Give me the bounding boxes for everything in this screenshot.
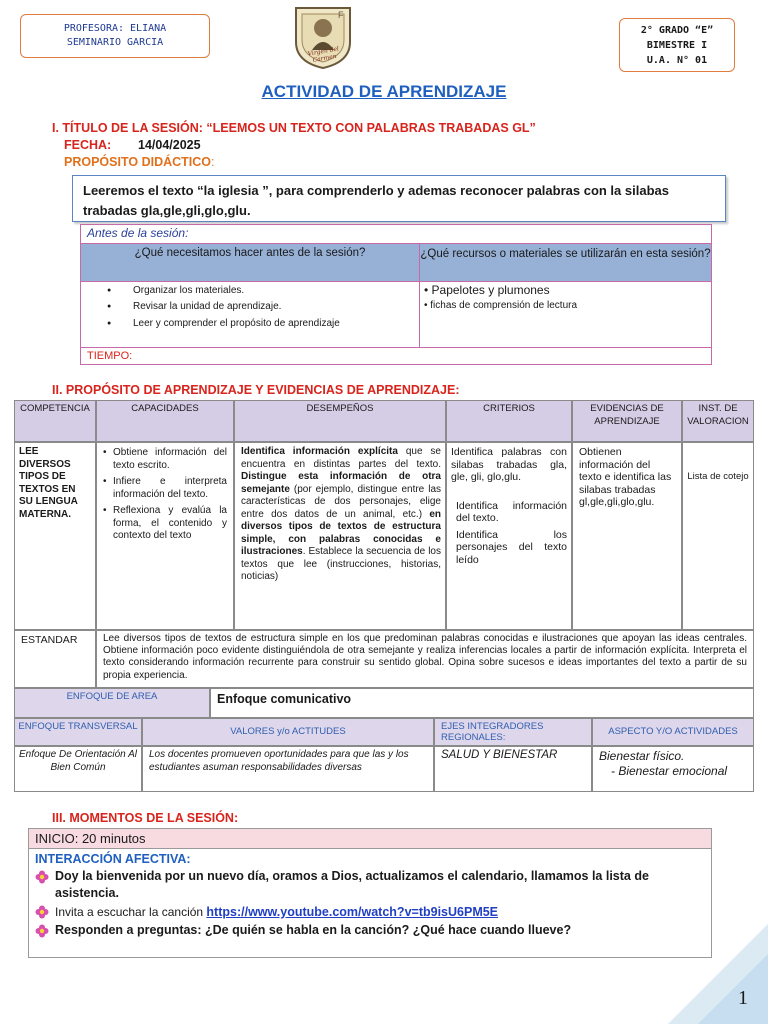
col-header-capacidades: CAPACIDADES — [96, 400, 234, 442]
teacher-info-box — [20, 14, 210, 58]
criterio-item: Identifica los personajes del texto leído — [456, 528, 567, 566]
estandar-text: Lee diversos tipos de textos de estructura simple en los que predominan palabras conocidas e ilustraciones que apoyan las ideas centrales. Obtiene información poco evidente distinguiéndola de otra semejante y realiza inferencias locales a partir de información explícita. Interpreta el texto considerando información recurrente para construir su sentido global. Opina sobre sucesos e ideas importantes del texto a partir de su propia experiencia. — [96, 630, 754, 688]
song-link[interactable]: https://www.youtube.com/watch?v=tb9isU6PM5E — [206, 905, 499, 919]
list-item: ● Organizar los materiales. — [133, 285, 244, 296]
competencia-cell: LEE DIVERSOS TIPOS DE TEXTOS EN SU LENGUA MATERNA. — [14, 442, 96, 630]
col-header-criterios: CRITERIOS — [446, 400, 572, 442]
col-header-desempenos: DESEMPEÑOS — [234, 400, 446, 442]
enfoque-area-label: ENFOQUE DE AREA — [14, 688, 210, 718]
teacher-name-line1: PROFESORA: ELIANA — [63, 23, 167, 34]
logo-initial: F — [338, 10, 344, 20]
capacidades-cell — [96, 442, 234, 630]
interaccion-afectiva-label: INTERACCIÓN AFECTIVA: — [35, 852, 191, 866]
corner-decoration — [668, 924, 768, 1024]
unit-line: U.A. N° 01 — [646, 54, 708, 66]
aspecto-header: ASPECTO Y/O ACTIVIDADES — [592, 718, 754, 746]
momento-line-3: Responden a preguntas: ¿De quién se habla en la canción? ¿Qué hace cuando llueve? — [55, 923, 572, 937]
col-header-instrumento: INST. DE VALORACION — [682, 400, 754, 442]
criterio-item: Identifica palabras con silabas trabadas gla, gle, gli, glo,glu. — [451, 446, 567, 483]
antes-tasks-cell — [81, 281, 419, 347]
flower-bullet-icon — [35, 905, 49, 919]
list-item: • Papelotes y plumones — [424, 283, 550, 297]
tiempo-label: TIEMPO: — [81, 347, 711, 365]
grade-info-box — [619, 18, 735, 72]
enfoque-transversal-header: ENFOQUE TRANSVERSAL — [14, 718, 142, 746]
estandar-label: ESTANDAR — [14, 630, 96, 688]
proposito-label: PROPÓSITO DIDÁCTICO: — [64, 155, 215, 169]
inicio-row: INICIO: 20 minutos — [29, 829, 711, 849]
list-item: • Obtiene información del texto escrito. — [103, 447, 227, 471]
enfoque-transversal-value: Enfoque De Orientación Al Bien Común — [14, 746, 142, 792]
list-item: • fichas de comprensión de lectura — [424, 300, 578, 311]
logo-text: Virgen del Carmen — [307, 45, 340, 64]
criterio-item: Identifica información del texto. — [456, 499, 567, 524]
page-title: ACTIVIDAD DE APRENDIZAJE — [261, 82, 507, 101]
antes-resources-cell — [419, 281, 711, 347]
criterios-cell — [446, 442, 572, 630]
col-header-evidencias: EVIDENCIAS DE APRENDIZAJE — [572, 400, 682, 442]
session-title-heading: I. TÍTULO DE LA SESIÓN: “LEEMOS UN TEXTO CON PALABRAS TRABADAS GL” — [52, 121, 536, 135]
enfoque-area-value: Enfoque comunicativo — [210, 688, 754, 718]
bimester-line: BIMESTRE I — [646, 39, 708, 51]
antes-question-2: ¿Qué recursos o materiales se utilizarán en esta sesión? — [419, 243, 711, 281]
teacher-name-line2: SEMINARIO GARCIA — [66, 37, 164, 48]
desempenos-cell: Identifica información explícita que se encuentra en distintas partes del texto. Distingue esta información de otra semejante (por ejemplo, distingue entre las características de dos personajes, elige entre dos datos de un animal, etc.) en diversos tipos de textos de estructura simple, con palabras conocidas e ilustraciones. Establece la secuencia de los textos que lee (instrucciones, historias, noticias) — [234, 442, 446, 630]
fecha-value: 14/04/2025 — [138, 138, 201, 152]
antes-question-1: ¿Qué necesitamos hacer antes de la sesión? — [81, 243, 419, 281]
page-number: 1 — [738, 987, 748, 1009]
instrumento-cell: Lista de cotejo — [682, 442, 754, 630]
momentos-box — [28, 828, 712, 958]
section-2-heading: II. PROPÓSITO DE APRENDIZAJE Y EVIDENCIAS DE APRENDIZAJE: — [52, 383, 460, 397]
ejes-value: SALUD Y BIENESTAR — [434, 746, 592, 792]
purpose-box: Leeremos el texto “la iglesia ”, para comprenderlo y ademas reconocer palabras con la silabas trabadas gla,gle,gli,glo,glu. — [72, 175, 726, 222]
valores-header: VALORES y/o ACTITUDES — [142, 718, 434, 746]
list-item: • Infiere e interpreta información del texto. — [103, 476, 227, 500]
flower-bullet-icon — [35, 870, 49, 884]
momento-line-2: Invita a escuchar la canción https://www.youtube.com/watch?v=tb9isU6PM5E — [55, 905, 499, 919]
list-item: ● Leer y comprender el propósito de aprendizaje — [133, 318, 340, 329]
momento-line-1: Doy la bienvenida por un nuevo día, oramos a Dios, actualizamos el calendario, llamamos la lista de asistencia. — [55, 869, 649, 900]
antes-heading: Antes de la sesión: — [87, 226, 189, 240]
list-item: ● Revisar la unidad de aprendizaje. — [133, 301, 281, 312]
aspecto-item: Bienestar físico. — [599, 749, 685, 763]
valores-value: Los docentes promueven oportunidades para que las y los estudiantes asuman responsabilidades diversas — [142, 746, 434, 792]
flower-bullet-icon — [35, 924, 49, 938]
grade-line: 2° GRADO “E” — [640, 24, 714, 36]
list-item: • Reflexiona y evalúa la forma, el contenido y contexto del texto — [103, 505, 227, 541]
ejes-header: EJES INTEGRADORES REGIONALES: — [434, 718, 592, 746]
school-logo — [292, 4, 354, 70]
col-header-competencia: COMPETENCIA — [14, 400, 96, 442]
fecha-label: FECHA: — [64, 138, 112, 152]
antes-de-la-sesion-table — [80, 224, 712, 365]
aspecto-item: - Bienestar emocional — [611, 764, 728, 778]
section-3-heading: III. MOMENTOS DE LA SESIÓN: — [52, 811, 239, 825]
aspecto-value — [592, 746, 754, 792]
evidencias-cell: Obtienen información del texto e identifica las silabas trabadas gl,gle,gli,glo,glu. — [572, 442, 682, 630]
